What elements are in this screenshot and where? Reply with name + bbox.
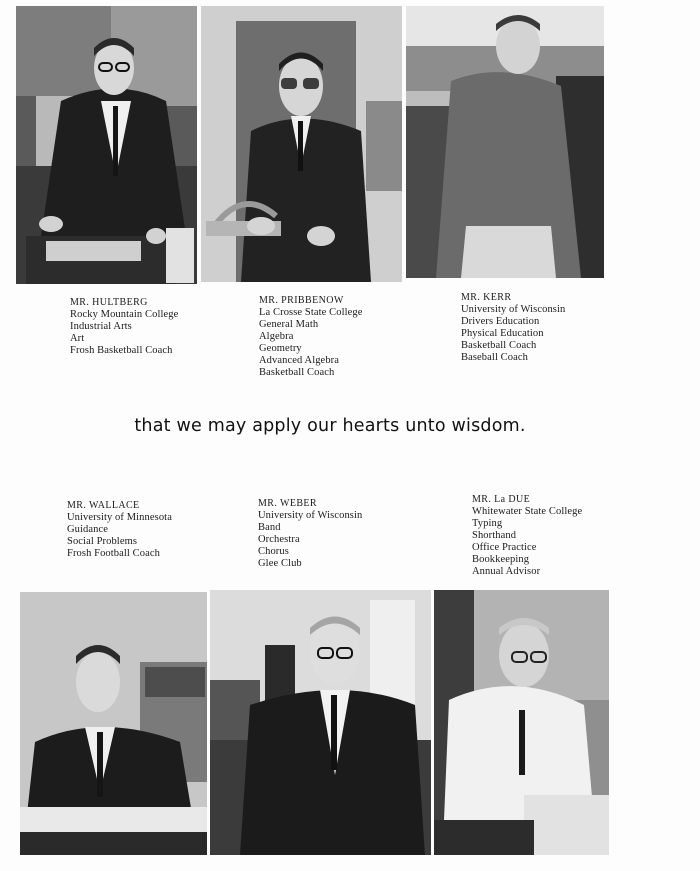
caption-wallace (67, 500, 172, 560)
teacher-detail: Frosh Football Coach (67, 548, 160, 559)
teacher-detail: Baseball Coach (461, 352, 529, 363)
teacher-detail: Social Problems (67, 536, 138, 547)
caption-weber (258, 498, 362, 570)
teacher-detail: University of Wisconsin (258, 510, 363, 521)
teacher-detail: Band (258, 522, 281, 533)
teacher-detail: Basketball Coach (461, 340, 537, 351)
photo-hultberg (16, 6, 197, 284)
caption-kerr (461, 292, 565, 364)
teacher-detail: Bookkeeping (472, 554, 530, 565)
teacher-detail: Orchestra (258, 534, 300, 545)
teacher-name: MR. WALLACE (67, 500, 140, 511)
teacher-detail: Annual Advisor (472, 566, 541, 577)
teacher-detail: Glee Club (258, 558, 302, 569)
caption-pribbenow (259, 295, 363, 379)
teacher-name: MR. WEBER (258, 498, 317, 509)
motto-text: that we may apply our hearts unto wisdom. (134, 416, 526, 436)
teacher-detail: Industrial Arts (70, 321, 132, 332)
teacher-name: MR. La DUE (472, 494, 531, 505)
teacher-detail: Whitewater State College (472, 506, 583, 517)
teacher-detail: Guidance (67, 524, 109, 535)
photo-weber (210, 590, 431, 855)
teacher-detail: Chorus (258, 546, 289, 557)
teacher-detail: Physical Education (461, 328, 544, 339)
teacher-detail: Rocky Mountain College (70, 309, 179, 320)
teacher-detail: Algebra (259, 331, 294, 342)
photo-kerr (406, 6, 604, 278)
teacher-detail: Advanced Algebra (259, 355, 340, 366)
teacher-detail: General Math (259, 319, 319, 330)
teacher-name: MR. KERR (461, 292, 512, 303)
teacher-detail: University of Minnesota (67, 512, 172, 523)
teacher-detail: Art (70, 333, 85, 344)
teacher-detail: Basketball Coach (259, 367, 335, 378)
teacher-detail: La Crosse State College (259, 307, 363, 318)
teacher-detail: Typing (472, 518, 503, 529)
caption-ladue (472, 494, 582, 578)
teacher-detail: Drivers Education (461, 316, 540, 327)
teacher-name: MR. PRIBBENOW (259, 295, 344, 306)
photo-ladue (434, 590, 609, 855)
teacher-detail: University of Wisconsin (461, 304, 566, 315)
teacher-detail: Frosh Basketball Coach (70, 345, 173, 356)
teacher-detail: Office Practice (472, 542, 537, 553)
photo-pribbenow (201, 6, 402, 282)
teacher-detail: Shorthand (472, 530, 517, 541)
teacher-detail: Geometry (259, 343, 302, 354)
photo-wallace (20, 592, 207, 855)
teacher-name: MR. HULTBERG (70, 297, 148, 308)
caption-hultberg (70, 297, 178, 357)
